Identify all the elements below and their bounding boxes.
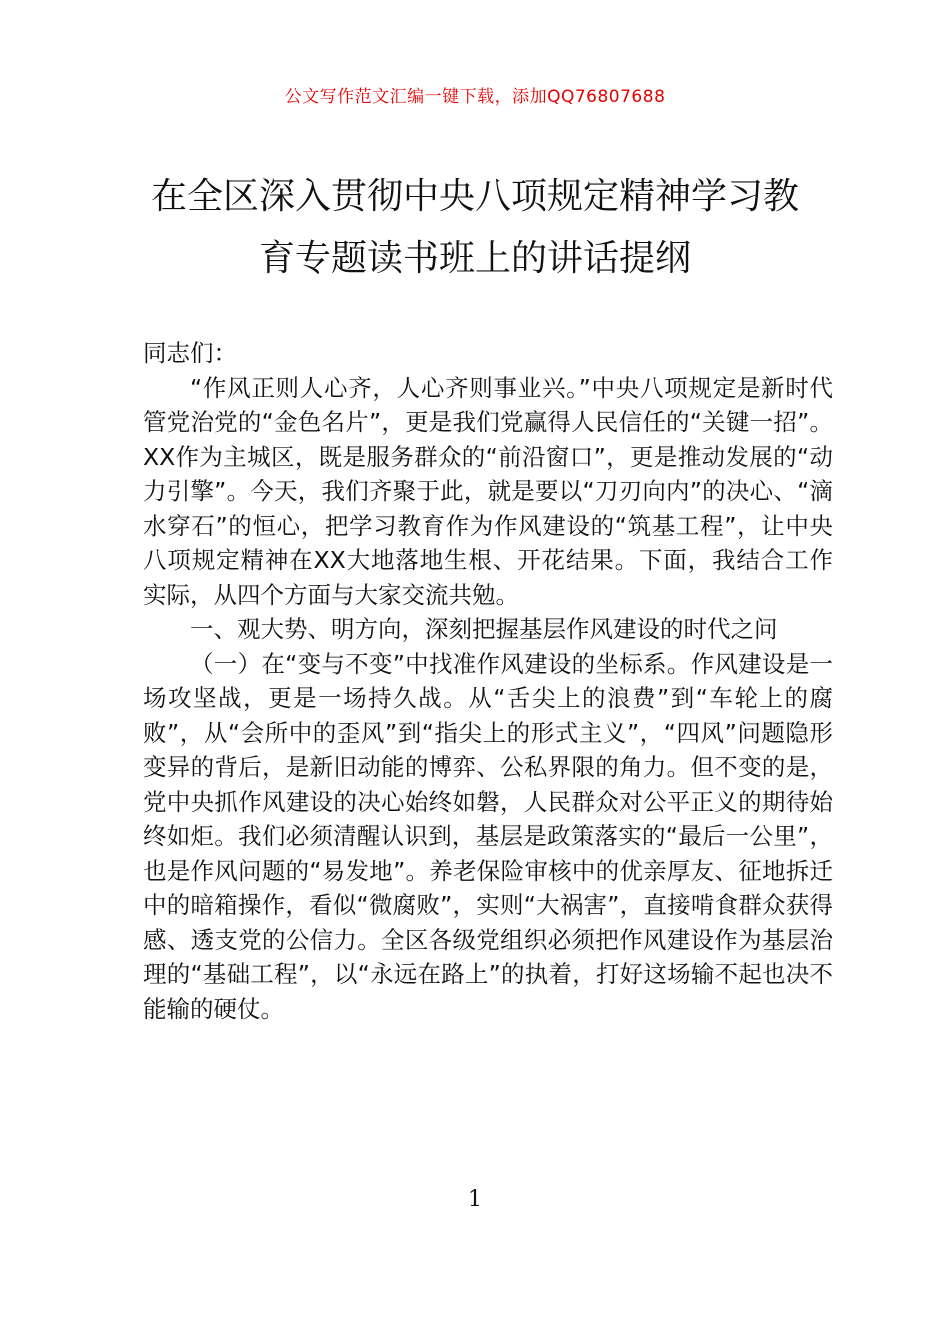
page-number: 1: [468, 1187, 482, 1212]
salutation: 同志们：: [143, 339, 237, 367]
document-body: [143, 336, 833, 1026]
title-line-1: 在全区深入贯彻中央八项规定精神学习教: [150, 176, 799, 217]
download-note: 公文写作范文汇编一键下载，添加QQ76807688: [284, 87, 666, 107]
document-title: [130, 166, 820, 290]
section-heading-1: 一、观大势、明方向，深刻把握基层作风建设的时代之问: [190, 615, 778, 643]
title-line-2: 育专题读书班上的讲话提纲: [258, 238, 691, 279]
subsection-paragraph-1: （一）在“变与不变”中找准作风建设的坐标系。作风建设是一场攻坚战，更是一场持久战。从“舌尖上的浪费”到“车轮上的腐败”，从“会所中的歪风”到“指尖上的形式主义”，“四风”问题隐形变异的背后，是新旧动能的博弈、公私界限的角力。但不变的是，党中央抓作风建设的决心始终如磐，人民群众对公平正义的期待始终如炬。我们必须清醒认识到，基层是政策落实的“最后一公里”，也是作风问题的“易发地”。养老保险审核中的优亲厚友、征地拆迁中的暗箱操作，看似“微腐败”，实则“大祸害”，直接啃食群众获得感、透支党的公信力。全区各级党组织必须把作风建设作为基层治理的“基础工程”，以“永远在路上”的执着，打好这场输不起也决不能输的硬仗。: [143, 649, 833, 1023]
intro-paragraph: “作风正则人心齐，人心齐则事业兴。”中央八项规定是新时代管党治党的“金色名片”，更是我们党赢得人民信任的“关键一招”。XX作为主城区，既是服务群众的“前沿窗口”，更是推动发展的“动力引擎”。今天，我们齐聚于此，就是要以“刀刃向内”的决心、“滴水穿石”的恒心，把学习教育作为作风建设的“筑基工程”，让中央八项规定精神在XX大地落地生根、开花结果。下面，我结合工作实际，从四个方面与大家交流共勉。: [143, 373, 833, 609]
